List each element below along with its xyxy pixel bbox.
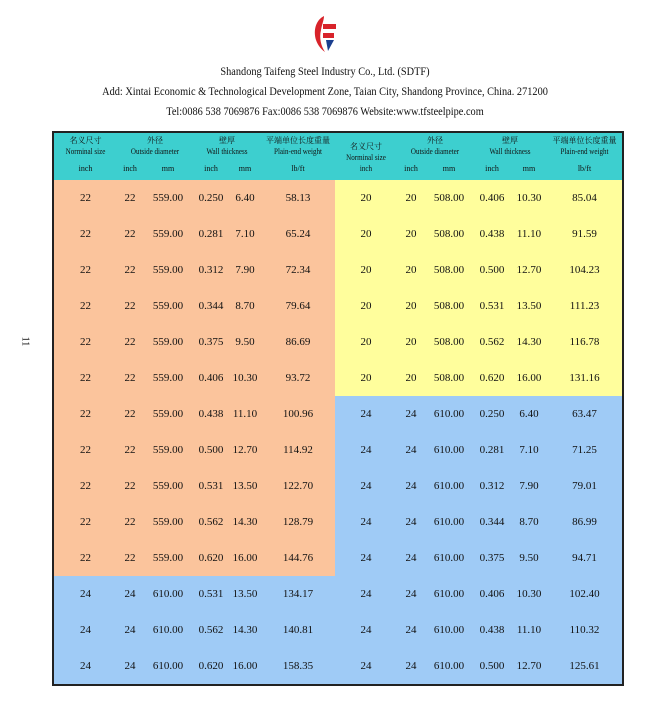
table-row xyxy=(53,648,623,685)
table-cell: 24 xyxy=(80,623,91,636)
table-cell: 22 xyxy=(80,335,91,348)
company-logo-icon xyxy=(310,14,340,54)
table-cell: 13.50 xyxy=(516,299,542,312)
table-cell: 24 xyxy=(80,587,91,600)
table-cell: 559.00 xyxy=(152,227,184,240)
table-cell: 24 xyxy=(405,407,417,420)
table-cell: 11.10 xyxy=(516,227,542,240)
table-cell: 508.00 xyxy=(433,263,465,276)
table-cell: 0.620 xyxy=(198,551,224,564)
table-cell: 24 xyxy=(405,443,417,456)
table-cell: 24 xyxy=(360,515,372,528)
table-cell: 0.406 xyxy=(479,587,505,600)
table-cell: 22 xyxy=(80,479,91,492)
table-cell: 559.00 xyxy=(152,263,184,276)
table-cell: 24 xyxy=(124,623,136,636)
table-cell: 14.30 xyxy=(516,335,542,348)
table-cell: 610.00 xyxy=(433,515,465,528)
unit-inch: inch xyxy=(53,157,117,179)
table-cell: 0.500 xyxy=(479,263,505,276)
header-outside-diameter-right: 外径 Outside diameter xyxy=(397,132,473,157)
table-cell: 610.00 xyxy=(152,587,184,600)
table-cell: 79.01 xyxy=(572,479,597,492)
table-cell: 16.00 xyxy=(232,551,258,564)
table-cell: 0.438 xyxy=(198,407,224,420)
unit-mm: mm xyxy=(425,157,473,179)
company-name: Shandong Taifeng Steel Industry Co., Ltd. (SDTF) xyxy=(220,64,430,78)
table-cell: 22 xyxy=(80,443,91,456)
header-wall-thickness: 壁厚 Wall thickness xyxy=(193,132,261,157)
header-plain-end-weight-right: 平端单位长度重量 Plain-end weight xyxy=(547,132,623,157)
table-cell: 24 xyxy=(360,479,372,492)
table-cell: 72.34 xyxy=(285,263,311,276)
table-cell: 508.00 xyxy=(433,299,465,312)
table-cell: 79.64 xyxy=(285,299,311,312)
table-cell: 24 xyxy=(405,551,417,564)
table-cell: 11.10 xyxy=(516,623,542,636)
table-row xyxy=(53,540,623,576)
unit-mm: mm xyxy=(511,157,547,179)
table-cell: 10.30 xyxy=(232,371,258,384)
table-cell: 559.00 xyxy=(152,335,184,348)
table-cell: 11.10 xyxy=(232,407,258,420)
table-cell: 0.500 xyxy=(479,659,505,672)
table-cell: 559.00 xyxy=(152,191,184,204)
table-cell: 58.13 xyxy=(285,191,311,204)
table-cell: 100.96 xyxy=(282,407,314,420)
table-cell: 125.61 xyxy=(569,659,600,672)
table-cell: 22 xyxy=(124,479,136,492)
table-cell: 24 xyxy=(80,659,91,672)
table-cell: 8.70 xyxy=(519,515,539,528)
header-nominal-size: 名义尺寸 Norminal size xyxy=(53,132,117,157)
table-cell: 131.16 xyxy=(569,371,600,384)
table-cell: 10.30 xyxy=(516,191,542,204)
table-cell: 20 xyxy=(360,263,372,276)
table-cell: 24 xyxy=(360,407,372,420)
table-cell: 610.00 xyxy=(433,659,465,672)
table-header-row xyxy=(53,132,623,157)
table-cell: 86.69 xyxy=(285,335,311,348)
table-cell: 63.47 xyxy=(572,407,597,420)
table-cell: 0.250 xyxy=(479,407,505,420)
table-cell: 116.78 xyxy=(569,335,600,348)
table-cell: 610.00 xyxy=(433,551,465,564)
table-cell: 22 xyxy=(80,299,91,312)
table-cell: 22 xyxy=(124,263,136,276)
table-cell: 0.250 xyxy=(198,191,224,204)
table-cell: 71.25 xyxy=(572,443,597,456)
table-cell: 7.90 xyxy=(235,263,255,276)
table-row xyxy=(53,252,623,288)
table-cell: 559.00 xyxy=(152,407,184,420)
table-cell: 610.00 xyxy=(152,659,184,672)
unit-inch: inch xyxy=(397,157,425,179)
table-cell: 24 xyxy=(405,479,417,492)
table-cell: 24 xyxy=(360,587,372,600)
table-row xyxy=(53,396,623,432)
table-cell: 22 xyxy=(80,263,91,276)
table-cell: 610.00 xyxy=(433,623,465,636)
table-cell: 114.92 xyxy=(283,443,313,456)
table-row xyxy=(53,288,623,324)
table-cell: 140.81 xyxy=(282,623,314,636)
table-cell: 20 xyxy=(360,335,372,348)
table-row xyxy=(53,576,623,612)
table-cell: 9.50 xyxy=(235,335,255,348)
table-row xyxy=(53,612,623,648)
table-cell: 16.00 xyxy=(232,659,258,672)
table-cell: 22 xyxy=(124,191,136,204)
table-cell: 610.00 xyxy=(433,407,465,420)
table-cell: 0.281 xyxy=(479,443,505,456)
table-cell: 508.00 xyxy=(433,335,465,348)
table-cell: 22 xyxy=(124,515,136,528)
table-cell: 22 xyxy=(124,443,136,456)
table-cell: 24 xyxy=(360,551,372,564)
table-cell: 10.30 xyxy=(516,587,542,600)
unit-lbft: lb/ft xyxy=(547,157,623,179)
table-cell: 20 xyxy=(405,335,417,348)
table-cell: 20 xyxy=(405,371,417,384)
table-cell: 22 xyxy=(124,299,136,312)
table-cell: 16.00 xyxy=(516,371,542,384)
company-address: Add: Xintai Economic & Technological Development Zone, Taian City, Shandong Province, China. 271200 xyxy=(102,84,548,98)
table-cell: 0.531 xyxy=(479,299,505,312)
table-cell: 122.70 xyxy=(282,479,314,492)
table-cell: 22 xyxy=(124,407,136,420)
table-cell: 102.40 xyxy=(569,587,600,600)
table-cell: 22 xyxy=(80,515,91,528)
table-cell: 91.59 xyxy=(572,227,597,240)
table-cell: 7.10 xyxy=(519,443,539,456)
table-cell: 12.70 xyxy=(232,443,258,456)
table-cell: 508.00 xyxy=(433,191,465,204)
table-cell: 0.531 xyxy=(198,479,224,492)
table-cell: 22 xyxy=(80,551,91,564)
table-cell: 24 xyxy=(124,659,136,672)
table-cell: 0.620 xyxy=(198,659,224,672)
table-cell: 104.23 xyxy=(569,263,600,276)
table-cell: 0.500 xyxy=(198,443,224,456)
table-cell: 110.32 xyxy=(569,623,600,636)
table-cell: 0.344 xyxy=(479,515,505,528)
table-cell: 85.04 xyxy=(572,191,597,204)
table-cell: 559.00 xyxy=(152,515,184,528)
table-cell: 14.30 xyxy=(232,515,258,528)
table-cell: 13.50 xyxy=(232,479,258,492)
table-cell: 65.24 xyxy=(285,227,311,240)
table-cell: 144.76 xyxy=(282,551,314,564)
table-row xyxy=(53,324,623,360)
header-wall-thickness-right: 壁厚 Wall thickness xyxy=(473,132,547,157)
table-row xyxy=(53,216,623,252)
table-cell: 20 xyxy=(405,263,417,276)
table-cell: 0.438 xyxy=(479,227,505,240)
table-cell: 559.00 xyxy=(152,299,184,312)
table-cell: 20 xyxy=(360,191,372,204)
table-cell: 22 xyxy=(80,371,91,384)
table-cell: 559.00 xyxy=(152,479,184,492)
table-cell: 0.406 xyxy=(479,191,505,204)
table-cell: 0.344 xyxy=(198,299,224,312)
table-cell: 0.438 xyxy=(479,623,505,636)
table-cell: 94.71 xyxy=(572,551,597,564)
table-cell: 559.00 xyxy=(152,551,184,564)
table-cell: 158.35 xyxy=(282,659,314,672)
header-nominal-size-right: 名义尺寸 Norminal size inch xyxy=(335,132,397,180)
table-row xyxy=(53,432,623,468)
table-cell: 0.375 xyxy=(479,551,505,564)
table-cell: 22 xyxy=(124,371,136,384)
unit-inch: inch xyxy=(473,157,511,179)
table-cell: 22 xyxy=(124,227,136,240)
table-cell: 86.99 xyxy=(572,515,597,528)
table-cell: 14.30 xyxy=(232,623,258,636)
table-cell: 22 xyxy=(80,227,91,240)
table-cell: 508.00 xyxy=(433,227,465,240)
table-cell: 12.70 xyxy=(516,659,542,672)
table-cell: 93.72 xyxy=(285,371,311,384)
table-cell: 0.406 xyxy=(198,371,224,384)
table-cell: 22 xyxy=(124,335,136,348)
table-cell: 20 xyxy=(360,299,372,312)
table-cell: 0.312 xyxy=(198,263,224,276)
table-cell: 24 xyxy=(405,623,417,636)
table-cell: 6.40 xyxy=(519,407,539,420)
table-cell: 0.281 xyxy=(198,227,224,240)
table-cell: 0.562 xyxy=(479,335,505,348)
unit-inch: inch xyxy=(117,157,143,179)
table-row xyxy=(53,468,623,504)
header-outside-diameter: 外径 Outside diameter xyxy=(117,132,193,157)
table-cell: 7.10 xyxy=(235,227,255,240)
table-cell: 20 xyxy=(360,227,372,240)
table-cell: 0.375 xyxy=(198,335,224,348)
table-row xyxy=(53,180,623,216)
table-row xyxy=(53,504,623,540)
table-cell: 610.00 xyxy=(152,623,184,636)
table-cell: 610.00 xyxy=(433,479,465,492)
table-cell: 559.00 xyxy=(152,371,184,384)
table-cell: 0.531 xyxy=(198,587,224,600)
table-cell: 24 xyxy=(405,587,417,600)
table-cell: 24 xyxy=(360,443,372,456)
table-cell: 22 xyxy=(124,551,136,564)
company-contact: Tel:0086 538 7069876 Fax:0086 538 7069876 Website:www.tfsteelpipe.com xyxy=(166,104,484,118)
table-cell: 559.00 xyxy=(152,443,184,456)
table-cell: 0.562 xyxy=(198,515,224,528)
table-cell: 20 xyxy=(405,191,417,204)
table-cell: 24 xyxy=(405,515,417,528)
table-row xyxy=(53,360,623,396)
table-cell: 610.00 xyxy=(433,587,465,600)
table-cell: 508.00 xyxy=(433,371,465,384)
table-cell: 0.620 xyxy=(479,371,505,384)
table-cell: 6.40 xyxy=(235,191,255,204)
unit-mm: mm xyxy=(143,157,193,179)
table-cell: 7.90 xyxy=(519,479,539,492)
header-plain-end-weight: 平端单位长度重量 Plain-end weight xyxy=(261,132,335,157)
table-cell: 128.79 xyxy=(282,515,314,528)
pipe-spec-table xyxy=(52,131,624,686)
table-cell: 8.70 xyxy=(235,299,255,312)
table-cell: 22 xyxy=(80,407,91,420)
table-cell: 20 xyxy=(405,227,417,240)
table-cell: 12.70 xyxy=(516,263,542,276)
table-cell: 13.50 xyxy=(232,587,258,600)
table-cell: 20 xyxy=(405,299,417,312)
table-cell: 111.23 xyxy=(569,299,600,312)
table-cell: 24 xyxy=(405,659,417,672)
table-cell: 24 xyxy=(360,623,372,636)
table-cell: 24 xyxy=(360,659,372,672)
table-cell: 9.50 xyxy=(519,551,539,564)
table-cell: 134.17 xyxy=(282,587,314,600)
table-cell: 20 xyxy=(360,371,372,384)
table-cell: 24 xyxy=(124,587,136,600)
table-cell: 0.562 xyxy=(198,623,224,636)
unit-inch: inch xyxy=(193,157,229,179)
unit-lbft: lb/ft xyxy=(261,157,335,179)
unit-mm: mm xyxy=(229,157,261,179)
table-cell: 22 xyxy=(80,191,91,204)
table-cell: 0.312 xyxy=(479,479,505,492)
page-number: 11 xyxy=(19,336,31,347)
table-cell: 610.00 xyxy=(433,443,465,456)
